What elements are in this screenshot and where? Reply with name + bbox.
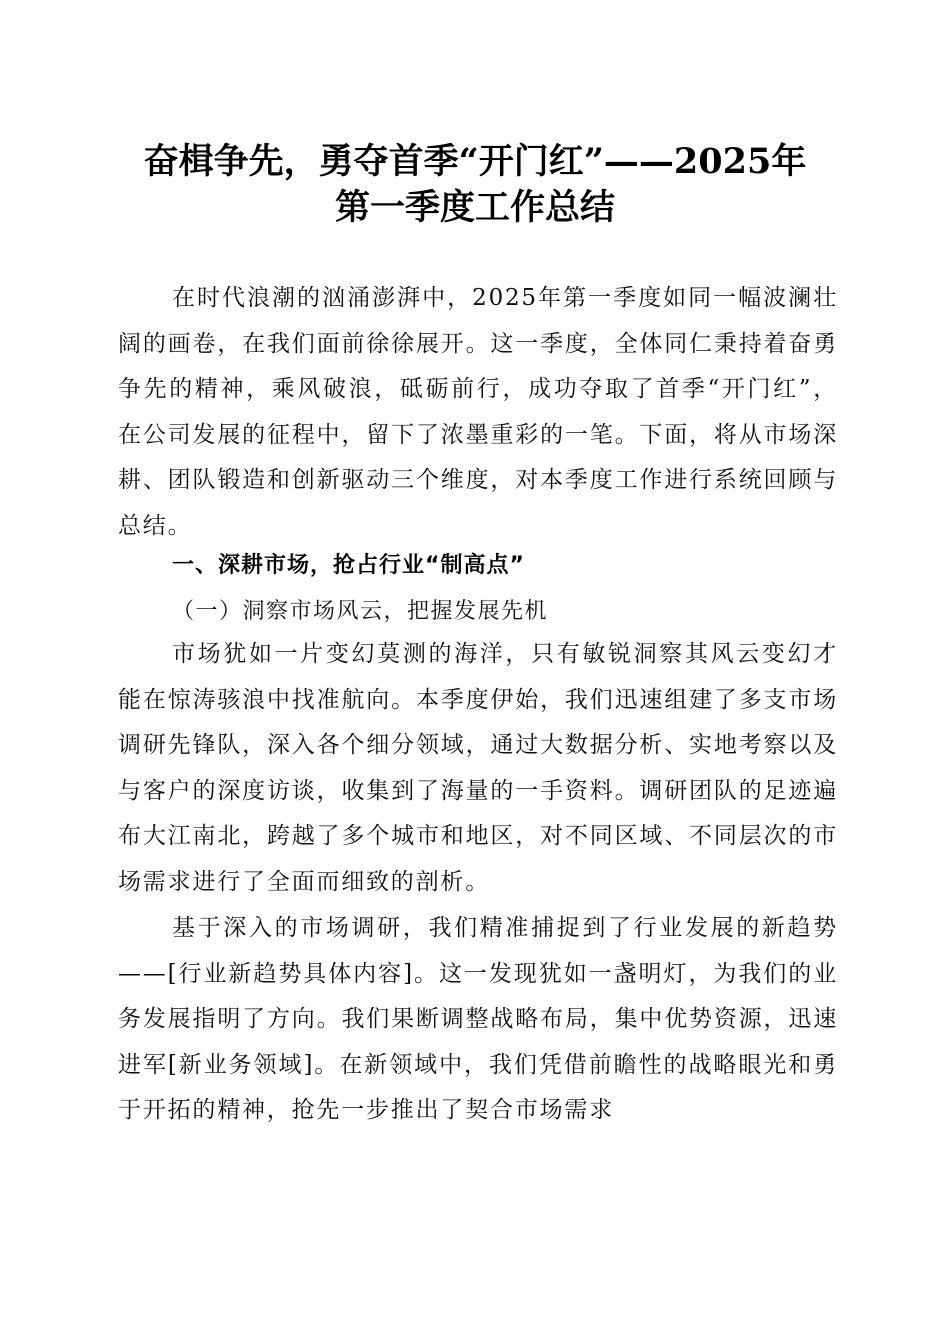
body-paragraph: 基于深入的市场调研，我们精准捕捉到了行业发展的新趋势——[行业新趋势具体内容]。这一发现犹如一盏明灯，为我们的业务发展指明了方向。我们果断调整战略布局，集中优势资源，迅速进军[新业务领域]。在新领域中，我们凭借前瞻性的战略眼光和勇于开拓的精神，抢先一步推出了契合市场需求 — [118, 915, 838, 1124]
body-paragraph: 市场犹如一片变幻莫测的海洋，只有敏锐洞察其风云变幻才能在惊涛骇浪中找准航向。本季度伊始，我们迅速组建了多支市场调研先锋队，深入各个细分领域，通过大数据分析、实地考察以及与客户的深度访谈，收集到了海量的一手资料。调研团队的足迹遍布大江南北，跨越了多个城市和地区，对不同区域、不同层次的市场需求进行了全面而细致的剖析。 — [118, 641, 838, 895]
section-heading: 一、深耕市场，抢占行业“制高点” — [172, 553, 525, 578]
document-title-line-1: 奋楫争先，勇夺首季“开门红”——2025年 — [143, 141, 807, 182]
document-title-line-2: 第一季度工作总结 — [334, 187, 615, 228]
intro-paragraph: 在时代浪潮的汹涌澎湃中，2025年第一季度如同一幅波澜壮阔的画卷，在我们面前徐徐展开。这一季度，全体同仁秉持着奋勇争先的精神，乘风破浪，砥砺前行，成功夺取了首季“开门红”，在公司发展的征程中，留下了浓墨重彩的一笔。下面，将从市场深耕、团队锻造和创新驱动三个维度，对本季度工作进行系统回顾与总结。 — [118, 285, 838, 539]
subsection-heading: （一）洞察市场风云，把握发展先机 — [172, 599, 549, 624]
